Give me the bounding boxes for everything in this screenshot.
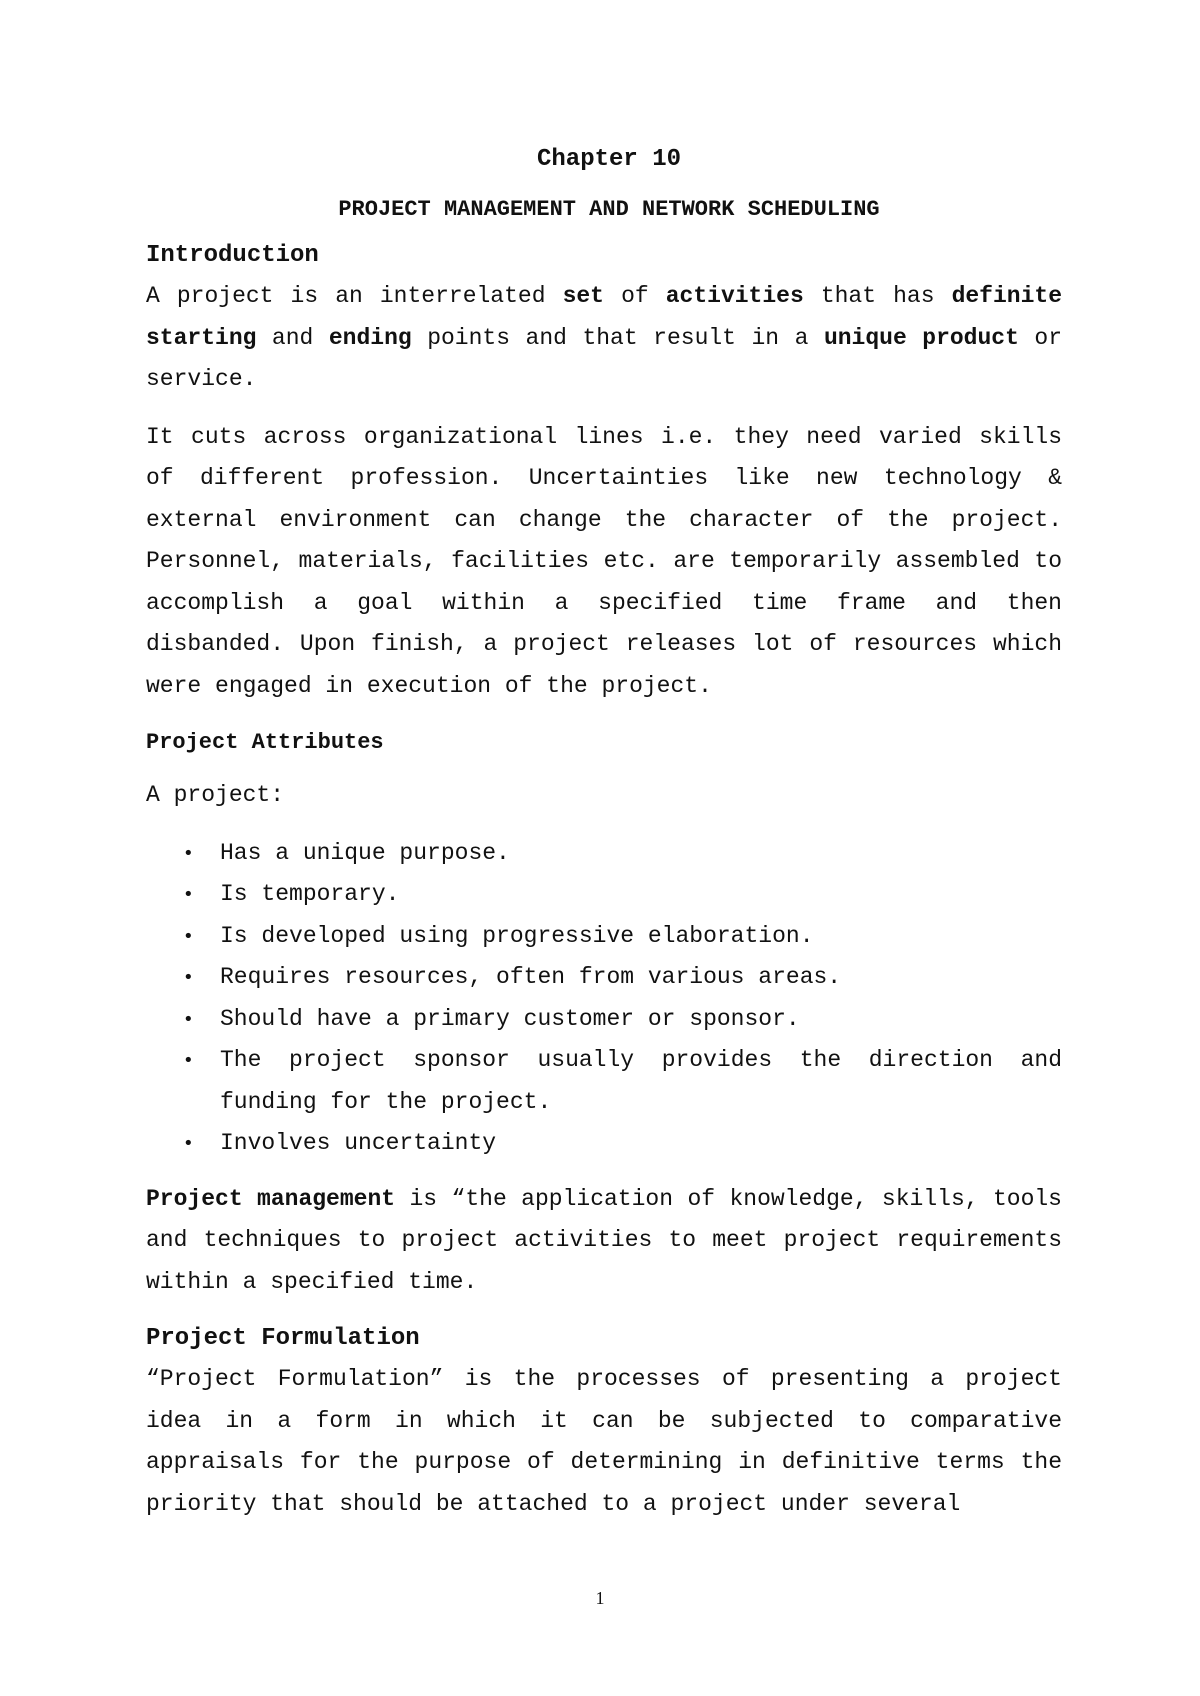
text-run: points and that result in a (411, 324, 824, 351)
bullet-icon: • (183, 1008, 194, 1030)
list-item-text: Should have a primary customer or sponsor. (220, 1005, 800, 1032)
page-content (146, 140, 1062, 1541)
chapter-subtitle: PROJECT MANAGEMENT AND NETWORK SCHEDULING (338, 197, 880, 222)
section-heading-project-attributes: Project Attributes (146, 730, 384, 755)
text-run: of (604, 283, 666, 309)
bold-term-set: set (562, 283, 604, 309)
list-item (146, 957, 1062, 999)
list-item (146, 999, 1062, 1041)
list-item (146, 833, 1062, 875)
bold-term-project-management: Project management (146, 1185, 396, 1212)
section-heading-introduction: Introduction (146, 242, 319, 269)
list-item-text: Requires resources, often from various areas. (220, 964, 842, 990)
list-item-text: Is developed using progressive elaboration. (220, 922, 814, 949)
list-item (146, 916, 1062, 958)
bullet-icon: • (183, 1133, 194, 1154)
bold-term-unique-product: unique product (823, 324, 1019, 351)
text-run: and (256, 324, 329, 351)
bullet-icon: • (183, 967, 194, 988)
list-item-text: Involves uncertainty (220, 1130, 497, 1156)
page-number: 1 (595, 1588, 605, 1608)
attributes-lead: A project: (146, 782, 285, 808)
list-item (146, 874, 1062, 916)
formulation-paragraph: “Project Formulation” is the processes of presenting a project idea in a form in which it can be subjected to comparative appraisals for the purpose of determining in definitive terms the priority that should be attached to a project under several (146, 1366, 1062, 1517)
list-item (146, 1123, 1062, 1165)
bold-term-activities: activities (665, 283, 804, 309)
text-run: or service. (146, 324, 1063, 392)
chapter-title: Chapter 10 (536, 146, 682, 173)
attributes-list (146, 833, 1062, 1165)
section-heading-project-formulation: Project Formulation (146, 1325, 420, 1352)
bullet-icon: • (183, 925, 194, 947)
list-item-text: The project sponsor usually provides the direction and funding for the project. (220, 1047, 1062, 1115)
project-management-paragraph (146, 1179, 1062, 1304)
intro-paragraph-1 (146, 276, 1062, 401)
bullet-icon: • (183, 884, 194, 905)
list-item (146, 1040, 1062, 1123)
list-item-text: Is temporary. (220, 881, 400, 907)
bold-term-ending: ending (328, 324, 412, 351)
text-run: A project is an interrelated (146, 283, 563, 309)
list-item-text: Has a unique purpose. (220, 839, 510, 866)
intro-paragraph-2: It cuts across organizational lines i.e. they need varied skills of different profession. Uncertainties like new technology & external environment can change the character of the project. Personnel, materials, facilities etc. are temporarily assembled to accomplish a goal within a specified time frame and then disbanded. Upon finish, a project releases lot of resources which were engaged in execution of the project. (146, 423, 1062, 699)
bold-term-definite-starting: definite starting (146, 283, 1062, 351)
text-run: is “the application of knowledge, skills, tools and techniques to project activities to meet project requirements within a specified time. (146, 1185, 1062, 1295)
text-run: that has (803, 283, 952, 309)
bullet-icon: • (183, 1050, 194, 1071)
bullet-icon: • (183, 842, 194, 864)
